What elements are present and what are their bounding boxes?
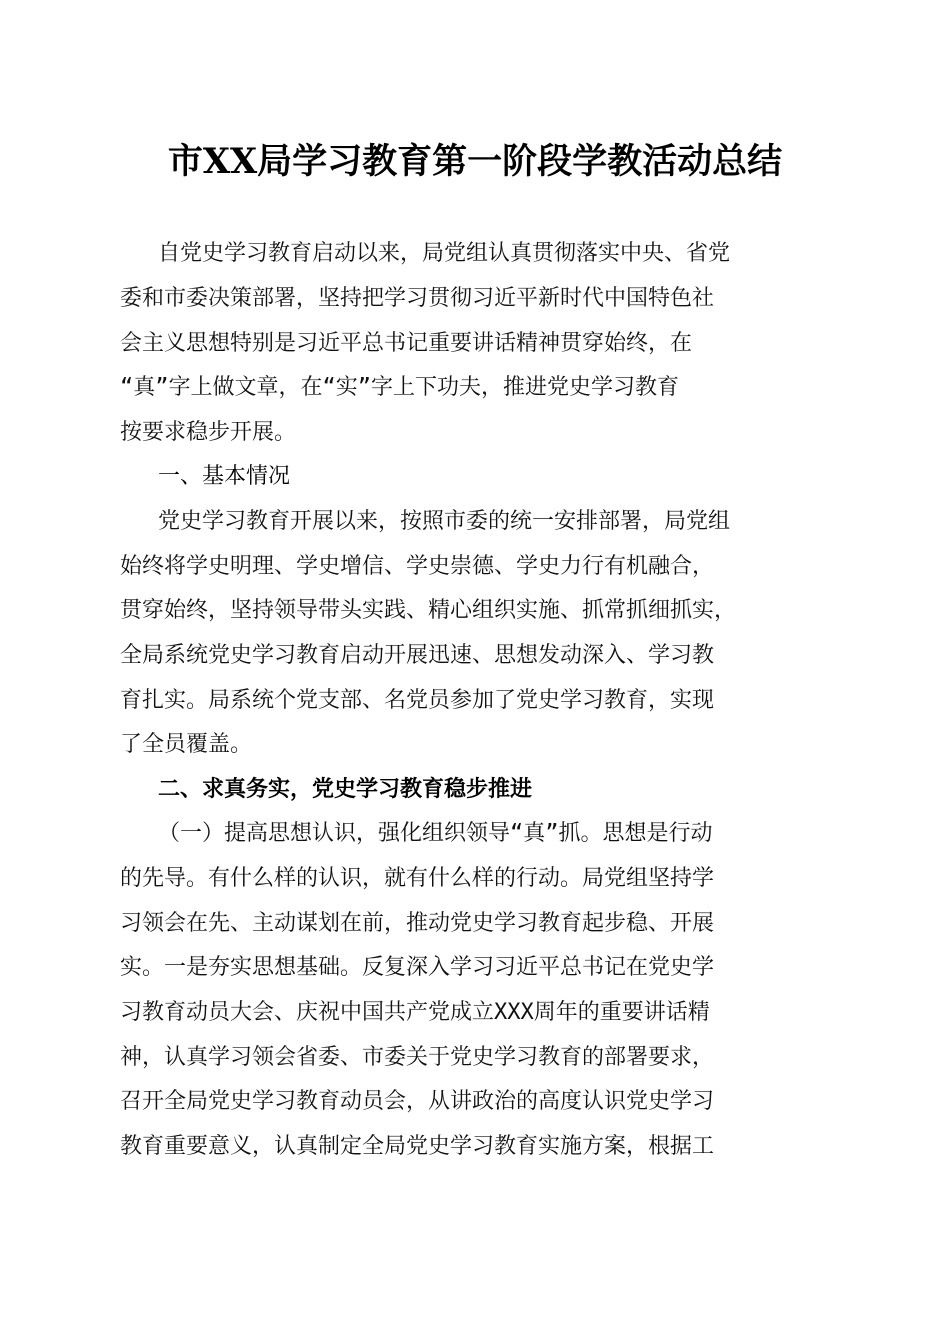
paragraph-line: 贯穿始终，坚持领导带头实践、精心组织实施、抓常抓细抓实， <box>120 598 737 623</box>
paragraph-line: 神，认真学习领会省委、市委关于党史学习教育的部署要求， <box>120 1045 715 1070</box>
paragraph-line: 党史学习教育开展以来，按照市委的统一安排部署，局党组 <box>158 509 731 534</box>
paragraph-line: 习领会在先、主动谋划在前，推动党史学习教育起步稳、开展 <box>120 911 715 936</box>
paragraph-line: 的先导。有什么样的认识，就有什么样的行动。局党组坚持学 <box>120 866 715 891</box>
paragraph-line: 实。一是夯实思想基础。反复深入学习习近平总书记在党史学 <box>120 955 715 980</box>
section-heading-basic: 一、基本情况 <box>158 464 291 489</box>
paragraph-line: 全局系统党史学习教育启动开展迅速、思想发动深入、学习教 <box>120 643 715 668</box>
section-heading-progress: 二、求真务实，党史学习教育稳步推进 <box>158 777 533 802</box>
paragraph-line: 习教育动员大会、庆祝中国共产党成立XXX周年的重要讲话精 <box>120 1000 710 1025</box>
paragraph-line: 自党史学习教育启动以来，局党组认真贯彻落实中央、省党 <box>158 241 731 266</box>
paragraph-line: 了全员覆盖。 <box>120 732 253 757</box>
document-title: 市XX局学习教育第一阶段学教活动总结 <box>167 141 783 182</box>
paragraph-line: 始终将学史明理、学史增信、学史崇德、学史力行有机融合， <box>120 554 715 579</box>
paragraph-line: 会主义思想特别是习近平总书记重要讲话精神贯穿始终，在 <box>120 331 693 356</box>
paragraph-line: 教育重要意义，认真制定全局党史学习教育实施方案，根据工 <box>120 1134 715 1159</box>
paragraph-line: 育扎实。局系统个党支部、名党员参加了党史学习教育，实现 <box>120 688 715 713</box>
paragraph-line: 委和市委决策部署，坚持把学习贯彻习近平新时代中国特色社 <box>120 286 715 311</box>
paragraph-line: “真”字上做文章，在“实”字上下功夫，推进党史学习教育 <box>120 375 679 400</box>
paragraph-line: （一）提高思想认识，强化组织领导“真”抓。思想是行动 <box>158 821 713 846</box>
paragraph-line: 召开全局党史学习教育动员会，从讲政治的高度认识党史学习 <box>120 1089 715 1114</box>
paragraph-line: 按要求稳步开展。 <box>120 420 297 445</box>
